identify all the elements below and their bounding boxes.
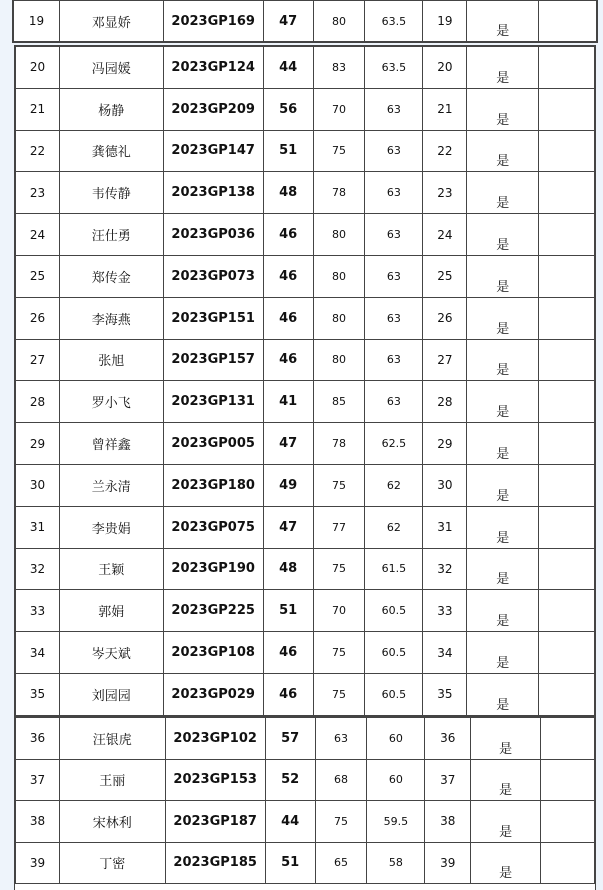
rank-cell: 23 — [423, 172, 467, 214]
interview-score: 80 — [313, 255, 365, 297]
written-score: 57 — [265, 718, 315, 760]
total-score: 63.5 — [365, 1, 423, 42]
results-table-bottom — [15, 717, 595, 884]
candidate-code: 2023GP151 — [163, 297, 263, 339]
total-score: 63 — [365, 214, 423, 256]
candidate-name: 杨静 — [59, 88, 163, 130]
row-number: 27 — [16, 339, 60, 381]
table-row — [16, 673, 595, 715]
candidate-code: 2023GP147 — [163, 130, 263, 172]
total-score: 60 — [367, 759, 425, 801]
qualified-cell: 是 — [467, 88, 539, 130]
row-number: 28 — [16, 381, 60, 423]
candidate-code: 2023GP108 — [163, 632, 263, 674]
table-row — [16, 214, 595, 256]
interview-score: 75 — [313, 130, 365, 172]
row-number: 36 — [16, 718, 60, 760]
total-score: 62 — [365, 506, 423, 548]
rank-cell: 25 — [423, 255, 467, 297]
written-score: 51 — [263, 590, 313, 632]
candidate-name: 郭娟 — [59, 590, 163, 632]
candidate-name: 王丽 — [59, 759, 165, 801]
qualified-cell: 是 — [467, 590, 539, 632]
total-score: 63 — [365, 339, 423, 381]
table-segment-middle — [14, 45, 596, 717]
rank-cell: 37 — [425, 759, 471, 801]
results-table-top — [13, 0, 597, 42]
interview-score: 75 — [315, 801, 367, 843]
candidate-name: 宋林利 — [59, 801, 165, 843]
total-score: 59.5 — [367, 801, 425, 843]
remarks-cell — [539, 632, 595, 674]
written-score: 46 — [263, 673, 313, 715]
candidate-code: 2023GP036 — [163, 214, 263, 256]
written-score: 52 — [265, 759, 315, 801]
rank-cell: 24 — [423, 214, 467, 256]
candidate-code: 2023GP209 — [163, 88, 263, 130]
candidate-code: 2023GP180 — [163, 464, 263, 506]
candidate-code: 2023GP169 — [163, 1, 263, 42]
table-row — [16, 842, 595, 884]
total-score: 63 — [365, 255, 423, 297]
total-score: 60.5 — [365, 632, 423, 674]
qualified-cell: 是 — [467, 297, 539, 339]
written-score: 51 — [263, 130, 313, 172]
written-score: 48 — [263, 172, 313, 214]
interview-score: 70 — [313, 88, 365, 130]
candidate-name: 丁密 — [59, 842, 165, 884]
written-score: 47 — [263, 423, 313, 465]
remarks-cell — [539, 506, 595, 548]
written-score: 46 — [263, 255, 313, 297]
remarks-cell — [539, 590, 595, 632]
qualified-cell: 是 — [467, 548, 539, 590]
remarks-cell — [539, 255, 595, 297]
candidate-name: 郑传金 — [59, 255, 163, 297]
total-score: 63.5 — [365, 47, 423, 89]
rank-cell: 38 — [425, 801, 471, 843]
table-row — [16, 464, 595, 506]
remarks-cell — [541, 718, 595, 760]
interview-score: 75 — [313, 673, 365, 715]
rank-cell: 27 — [423, 339, 467, 381]
remarks-cell — [539, 172, 595, 214]
total-score: 58 — [367, 842, 425, 884]
table-row — [16, 632, 595, 674]
table-row — [16, 801, 595, 843]
interview-score: 65 — [315, 842, 367, 884]
table-row — [16, 130, 595, 172]
row-number: 37 — [16, 759, 60, 801]
interview-score: 83 — [313, 47, 365, 89]
row-number: 23 — [16, 172, 60, 214]
rank-cell: 22 — [423, 130, 467, 172]
interview-score: 80 — [313, 297, 365, 339]
written-score: 47 — [263, 506, 313, 548]
rank-cell: 36 — [425, 718, 471, 760]
qualified-cell: 是 — [471, 759, 541, 801]
total-score: 62 — [365, 464, 423, 506]
remarks-cell — [539, 381, 595, 423]
candidate-code: 2023GP124 — [163, 47, 263, 89]
total-score: 63 — [365, 297, 423, 339]
written-score: 51 — [265, 842, 315, 884]
candidate-name: 龚德礼 — [59, 130, 163, 172]
interview-score: 70 — [313, 590, 365, 632]
table-row — [16, 88, 595, 130]
written-score: 49 — [263, 464, 313, 506]
table-row — [16, 255, 595, 297]
interview-score: 85 — [313, 381, 365, 423]
candidate-name: 汪仕勇 — [59, 214, 163, 256]
written-score: 44 — [265, 801, 315, 843]
row-number: 38 — [16, 801, 60, 843]
row-number: 22 — [16, 130, 60, 172]
written-score: 41 — [263, 381, 313, 423]
table-row — [16, 506, 595, 548]
interview-score: 78 — [313, 423, 365, 465]
candidate-name: 冯园媛 — [59, 47, 163, 89]
interview-score: 75 — [313, 632, 365, 674]
interview-score: 75 — [313, 464, 365, 506]
table-row — [16, 297, 595, 339]
remarks-cell — [539, 88, 595, 130]
written-score: 46 — [263, 339, 313, 381]
table-row — [16, 423, 595, 465]
table-row — [16, 381, 595, 423]
rank-cell: 39 — [425, 842, 471, 884]
written-score: 47 — [263, 1, 313, 42]
row-number: 34 — [16, 632, 60, 674]
candidate-name: 曾祥鑫 — [59, 423, 163, 465]
table-row — [16, 172, 595, 214]
qualified-cell: 是 — [467, 381, 539, 423]
qualified-cell: 是 — [467, 339, 539, 381]
candidate-name: 岑天斌 — [59, 632, 163, 674]
qualified-cell: 是 — [467, 423, 539, 465]
interview-score: 80 — [313, 214, 365, 256]
candidate-code: 2023GP073 — [163, 255, 263, 297]
written-score: 48 — [263, 548, 313, 590]
rank-cell: 28 — [423, 381, 467, 423]
rank-cell: 19 — [423, 1, 467, 42]
rank-cell: 35 — [423, 673, 467, 715]
candidate-code: 2023GP131 — [163, 381, 263, 423]
total-score: 63 — [365, 88, 423, 130]
row-number: 24 — [16, 214, 60, 256]
row-number: 19 — [14, 1, 60, 42]
rank-cell: 20 — [423, 47, 467, 89]
remarks-cell — [539, 673, 595, 715]
candidate-name: 韦传静 — [59, 172, 163, 214]
table-row — [16, 47, 595, 89]
candidate-code: 2023GP138 — [163, 172, 263, 214]
candidate-name: 王颖 — [59, 548, 163, 590]
rank-cell: 33 — [423, 590, 467, 632]
table-row — [16, 718, 595, 760]
row-number: 20 — [16, 47, 60, 89]
remarks-cell — [539, 297, 595, 339]
candidate-name: 张旭 — [59, 339, 163, 381]
written-score: 46 — [263, 214, 313, 256]
candidate-code: 2023GP005 — [163, 423, 263, 465]
row-number: 29 — [16, 423, 60, 465]
remarks-cell — [541, 801, 595, 843]
qualified-cell: 是 — [467, 464, 539, 506]
rank-cell: 29 — [423, 423, 467, 465]
candidate-code: 2023GP190 — [163, 548, 263, 590]
total-score: 63 — [365, 130, 423, 172]
candidate-code: 2023GP225 — [163, 590, 263, 632]
remarks-cell — [539, 1, 597, 42]
written-score: 44 — [263, 47, 313, 89]
results-table-middle — [15, 46, 595, 716]
remarks-cell — [539, 464, 595, 506]
remarks-cell — [539, 423, 595, 465]
interview-score: 68 — [315, 759, 367, 801]
qualified-cell: 是 — [467, 506, 539, 548]
table-row — [16, 339, 595, 381]
table-row — [16, 590, 595, 632]
row-number: 31 — [16, 506, 60, 548]
candidate-name: 罗小飞 — [59, 381, 163, 423]
table-row — [16, 759, 595, 801]
qualified-cell: 是 — [467, 47, 539, 89]
table-row — [14, 1, 597, 42]
candidate-code: 2023GP102 — [165, 718, 265, 760]
interview-score: 63 — [315, 718, 367, 760]
rank-cell: 34 — [423, 632, 467, 674]
qualified-cell: 是 — [467, 255, 539, 297]
remarks-cell — [539, 47, 595, 89]
written-score: 46 — [263, 632, 313, 674]
remarks-cell — [539, 130, 595, 172]
rank-cell: 32 — [423, 548, 467, 590]
table-segment-top — [12, 0, 598, 43]
qualified-cell: 是 — [471, 801, 541, 843]
qualified-cell: 是 — [467, 1, 539, 42]
rank-cell: 30 — [423, 464, 467, 506]
rank-cell: 26 — [423, 297, 467, 339]
candidate-code: 2023GP187 — [165, 801, 265, 843]
written-score: 56 — [263, 88, 313, 130]
candidate-name: 刘园园 — [59, 673, 163, 715]
qualified-cell: 是 — [467, 130, 539, 172]
row-number: 25 — [16, 255, 60, 297]
candidate-code: 2023GP029 — [163, 673, 263, 715]
qualified-cell: 是 — [471, 842, 541, 884]
interview-score: 80 — [313, 339, 365, 381]
candidate-code: 2023GP185 — [165, 842, 265, 884]
row-number: 26 — [16, 297, 60, 339]
table-segment-bottom — [14, 716, 596, 890]
row-number: 39 — [16, 842, 60, 884]
candidate-code: 2023GP075 — [163, 506, 263, 548]
candidate-code: 2023GP153 — [165, 759, 265, 801]
total-score: 62.5 — [365, 423, 423, 465]
total-score: 60.5 — [365, 673, 423, 715]
candidate-name: 兰永清 — [59, 464, 163, 506]
interview-score: 77 — [313, 506, 365, 548]
remarks-cell — [539, 339, 595, 381]
qualified-cell: 是 — [467, 632, 539, 674]
written-score: 46 — [263, 297, 313, 339]
qualified-cell: 是 — [471, 718, 541, 760]
interview-score: 78 — [313, 172, 365, 214]
remarks-cell — [541, 842, 595, 884]
total-score: 63 — [365, 381, 423, 423]
qualified-cell: 是 — [467, 172, 539, 214]
row-number: 21 — [16, 88, 60, 130]
remarks-cell — [541, 759, 595, 801]
qualified-cell: 是 — [467, 214, 539, 256]
candidate-name: 李贵娟 — [59, 506, 163, 548]
candidate-code: 2023GP157 — [163, 339, 263, 381]
row-number: 35 — [16, 673, 60, 715]
table-row — [16, 548, 595, 590]
row-number: 30 — [16, 464, 60, 506]
rank-cell: 21 — [423, 88, 467, 130]
rank-cell: 31 — [423, 506, 467, 548]
remarks-cell — [539, 214, 595, 256]
candidate-name: 汪银虎 — [59, 718, 165, 760]
total-score: 63 — [365, 172, 423, 214]
candidate-name: 邓显娇 — [59, 1, 163, 42]
row-number: 33 — [16, 590, 60, 632]
remarks-cell — [539, 548, 595, 590]
row-number: 32 — [16, 548, 60, 590]
candidate-name: 李海燕 — [59, 297, 163, 339]
interview-score: 80 — [313, 1, 365, 42]
interview-score: 75 — [313, 548, 365, 590]
total-score: 60.5 — [365, 590, 423, 632]
total-score: 60 — [367, 718, 425, 760]
qualified-cell: 是 — [467, 673, 539, 715]
total-score: 61.5 — [365, 548, 423, 590]
